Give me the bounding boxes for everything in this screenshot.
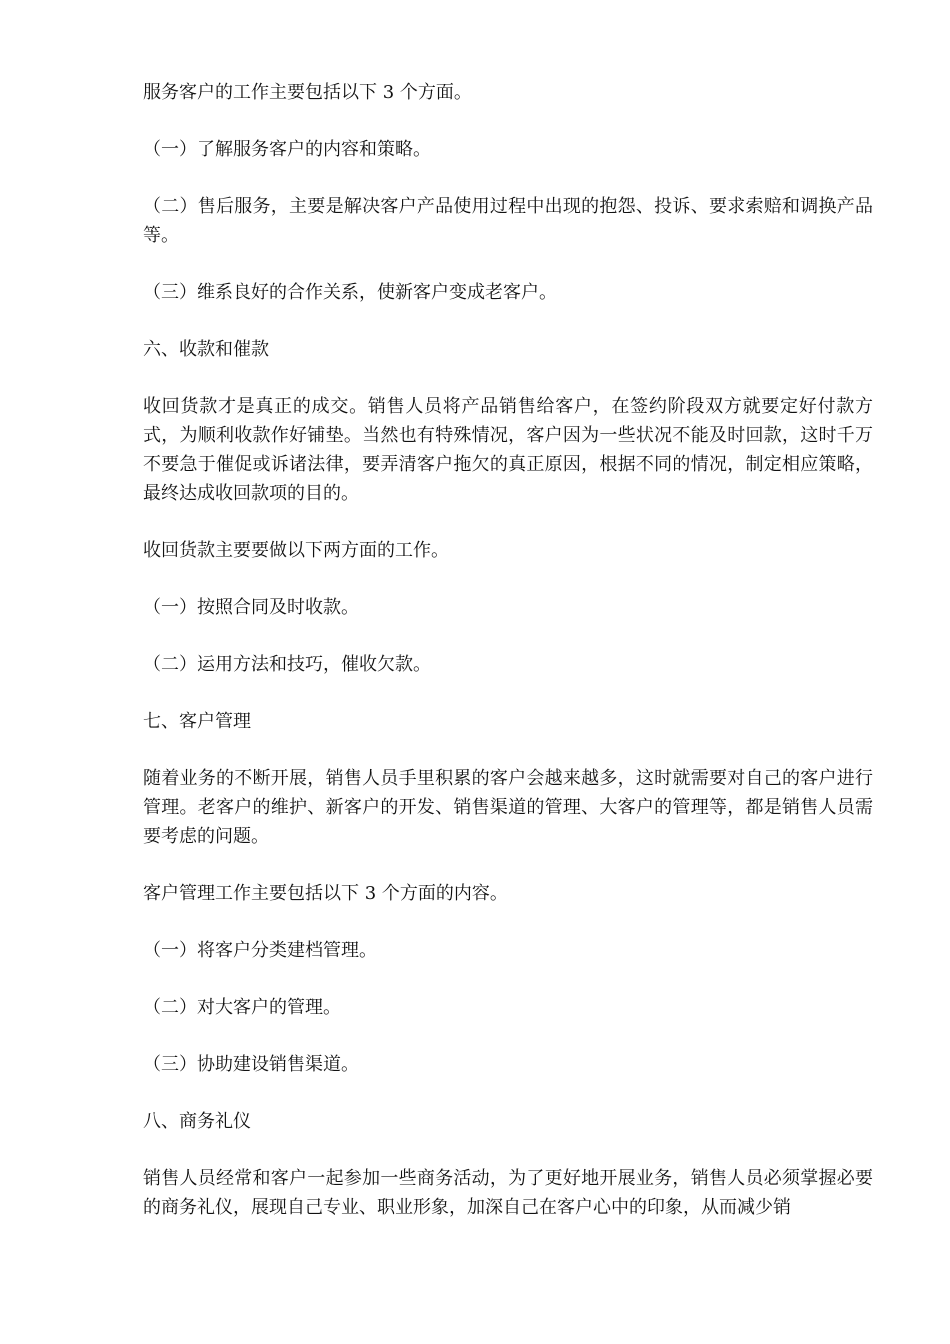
paragraph: 服务客户的工作主要包括以下 3 个方面。 <box>143 82 472 103</box>
section-heading: 八、商务礼仪 <box>143 1111 251 1132</box>
document-body <box>143 78 873 1250</box>
list-item: （二）运用方法和技巧，催收欠款。 <box>143 654 431 675</box>
list-item: （一）按照合同及时收款。 <box>143 597 359 618</box>
list-item: （一）了解服务客户的内容和策略。 <box>143 139 431 160</box>
list-item: （一）将客户分类建档管理。 <box>143 940 377 961</box>
paragraph: 客户管理工作主要包括以下 3 个方面的内容。 <box>143 883 508 904</box>
list-item: （三）维系良好的合作关系，使新客户变成老客户。 <box>143 282 557 303</box>
paragraph: 随着业务的不断开展，销售人员手里积累的客户会越来越多，这时就需要对自己的客户进行管理。老客户的维护、新客户的开发、销售渠道的管理、大客户的管理等，都是销售人员需要考虑的问题。 <box>143 768 873 847</box>
section-heading: 六、收款和催款 <box>143 339 269 360</box>
paragraph: 收回货款才是真正的成交。销售人员将产品销售给客户，在签约阶段双方就要定好付款方式，为顺利收款作好铺垫。当然也有特殊情况，客户因为一些状况不能及时回款，这时千万不要急于催促或诉诸法律，要弄清客户拖欠的真正原因，根据不同的情况，制定相应策略，最终达成收回款项的目的。 <box>143 396 873 504</box>
list-item: （二）对大客户的管理。 <box>143 997 341 1018</box>
section-heading: 七、客户管理 <box>143 711 251 732</box>
list-item: （三）协助建设销售渠道。 <box>143 1054 359 1075</box>
paragraph: 收回货款主要要做以下两方面的工作。 <box>143 540 449 561</box>
paragraph: 销售人员经常和客户一起参加一些商务活动，为了更好地开展业务，销售人员必须掌握必要的商务礼仪，展现自己专业、职业形象，加深自己在客户心中的印象，从而减少销 <box>143 1168 873 1218</box>
list-item: （二）售后服务，主要是解决客户产品使用过程中出现的抱怨、投诉、要求索赔和调换产品等。 <box>143 196 873 246</box>
